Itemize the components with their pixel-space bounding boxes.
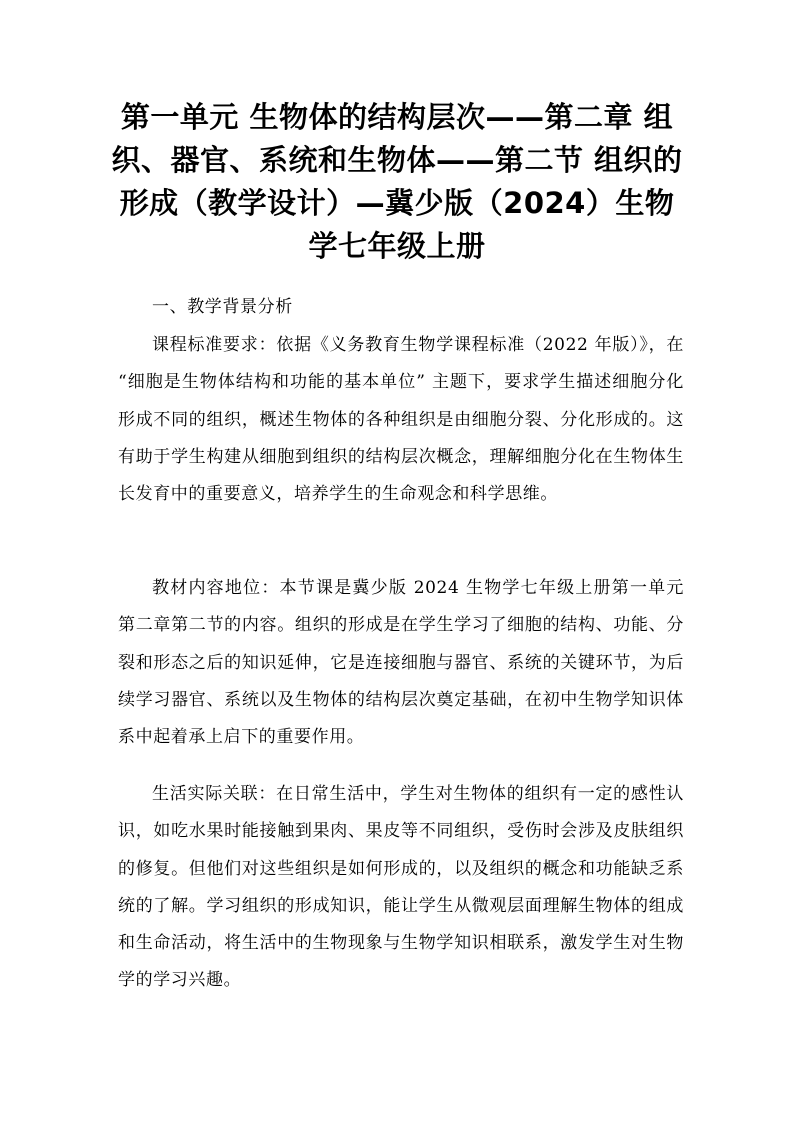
- paragraph-label: 课程标准要求：: [152, 335, 277, 355]
- section-heading: 一、教学背景分析: [152, 297, 293, 317]
- paragraph-text: 本节课是冀少版 2024 生物学七年级上册第一单元第二章第二节的内容。组织的形成是在学生学习了细胞的结构、功能、分裂和形态之后的知识延伸，它是连接细胞与器官、系统的关键环节，为后续学习器官、系统以及生物体的结构层次奠定基础，在初中生物学知识体系中起着承上启下的重要作用。: [118, 578, 685, 748]
- paragraph-label: 生活实际关联：: [152, 784, 277, 804]
- paragraph-curriculum-standard: [118, 327, 684, 513]
- paragraph-textbook-position: [118, 570, 684, 756]
- paragraph-text: 依据《义务教育生物学课程标准（2022 年版）》，在 “细胞是生物体结构和功能的基本单位” 主题下，要求学生描述细胞分化形成不同的组织，概述生物体的各种组织是由细胞分裂、分化形成的。这有助于学生构建从细胞到组织的结构层次概念，理解细胞分化在生物体生长发育中的重要意义，培养学生的生命观念和科学思维。: [118, 335, 684, 505]
- paragraph-label: 教材内容地位：: [152, 578, 280, 598]
- paragraph-life-connection: [118, 776, 684, 1000]
- document-title: 第一单元 生物体的结构层次——第二章 组织、器官、系统和生物体——第二节 组织的形成（教学设计）—冀少版（2024）生物学七年级上册: [111, 100, 683, 263]
- paragraph-text: 在日常生活中，学生对生物体的组织有一定的感性认识，如吃水果时能接触到果肉、果皮等不同组织，受伤时会涉及皮肤组织的修复。但他们对这些组织是如何形成的，以及组织的概念和功能缺乏系统的了解。学习组织的形成知识，能让学生从微观层面理解生物体的组成和生命活动，将生活中的生物现象与生物学知识相联系，激发学生对生物学的学习兴趣。: [118, 784, 684, 991]
